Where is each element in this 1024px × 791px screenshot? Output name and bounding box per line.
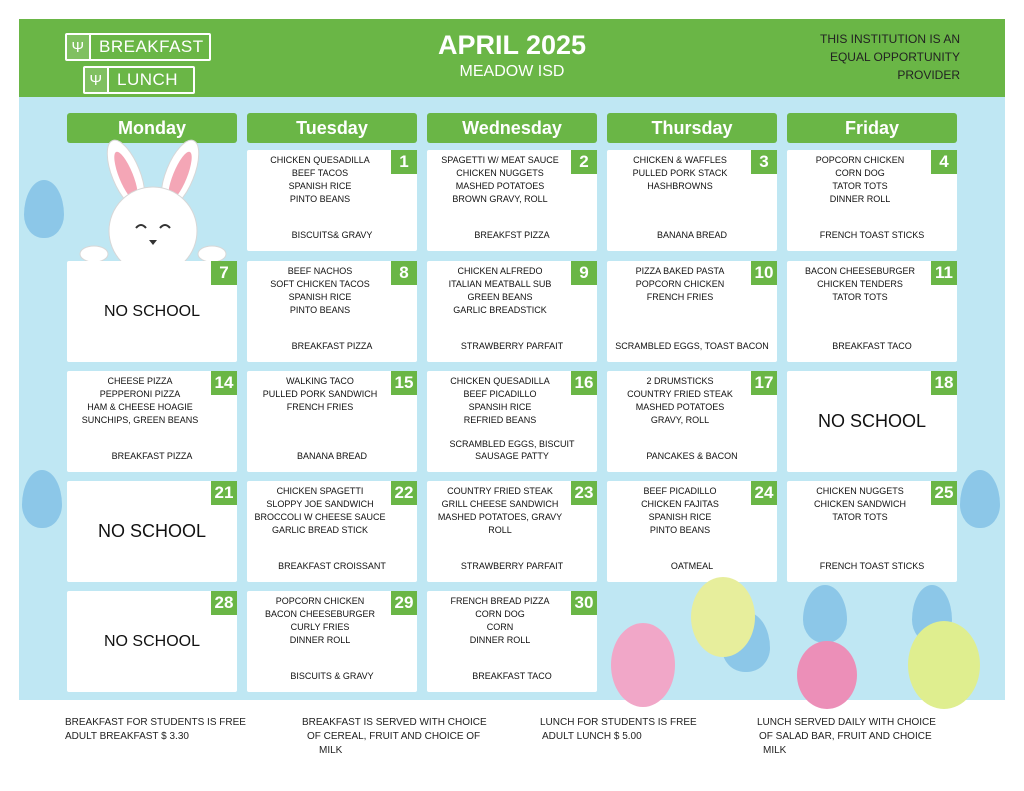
footer-line: LUNCH FOR STUDENTS IS FREE (540, 717, 697, 728)
no-school-label: NO SCHOOL (103, 302, 200, 320)
lunch-item: WALKING TACO (286, 376, 354, 386)
lunch-menu (433, 375, 567, 427)
day-number: 16 (571, 371, 597, 395)
footer-line: LUNCH SERVED DAILY WITH CHOICE (757, 717, 936, 728)
day-number: 1 (391, 150, 417, 174)
lunch-item: CHICKEN FAJITAS (641, 499, 719, 509)
eop-line: EQUAL OPPORTUNITY (829, 50, 960, 64)
breakfast-item: BREAKFAST PIZZA (291, 341, 373, 351)
equal-opportunity-statement (790, 30, 960, 84)
day-number: 18 (931, 371, 957, 395)
breakfast-item: BISCUITS & GRAVY (290, 671, 374, 681)
lunch-menu (253, 265, 387, 317)
lunch-item: POPCORN CHICKEN (815, 155, 905, 165)
page-title: APRIL 2025 (437, 30, 587, 60)
lunch-item: BEEF TACOS (291, 168, 349, 178)
lunch-item: CHICKEN QUESADILLA (450, 376, 550, 386)
lunch-menu (433, 154, 567, 206)
lunch-item: POPCORN CHICKEN (635, 279, 725, 289)
lunch-item: PULLED PORK SANDWICH (262, 389, 378, 399)
calendar-day-cell (67, 261, 237, 362)
day-number: 28 (211, 591, 237, 615)
day-number: 9 (571, 261, 597, 285)
lunch-menu (253, 154, 387, 206)
lunch-item: CORN DOG (835, 168, 885, 178)
breakfast-item: OATMEAL (670, 561, 714, 571)
lunch-menu (613, 375, 747, 427)
breakfast-item: BREAKFAST PIZZA (111, 451, 193, 461)
lunch-item: CHICKEN QUESADILLA (270, 155, 370, 165)
fork-icon: Ψ (67, 35, 91, 59)
no-school-label: NO SCHOOL (97, 521, 207, 541)
lunch-menu (253, 375, 387, 414)
breakfast-item: STRAWBERRY PARFAIT (460, 341, 564, 351)
lunch-item: HAM & CHEESE HOAGIE (87, 402, 193, 412)
day-number: 2 (571, 150, 597, 174)
logo-lunch (83, 66, 195, 94)
footer-line: OF CEREAL, FRUIT AND CHOICE OF (307, 731, 481, 742)
lunch-item: PINTO BEANS (649, 525, 711, 535)
day-header-thursday: Thursday (607, 113, 777, 143)
logo-lunch-label: LUNCH (117, 70, 179, 89)
calendar-day-cell (247, 591, 417, 692)
footer-note-2 (302, 716, 487, 758)
lunch-item: FRENCH FRIES (286, 402, 354, 412)
calendar-day-cell (787, 150, 957, 251)
calendar-day-cell (427, 371, 597, 472)
district-name: MEADOW ISD (459, 63, 565, 80)
breakfast-item: SCRAMBLED EGGS, BISCUIT SAUSAGE PATTY (449, 439, 575, 461)
day-number: 25 (931, 481, 957, 505)
lunch-item: SPANSIH RICE (468, 402, 532, 412)
calendar-day-cell (67, 591, 237, 692)
lunch-item: COUNTRY FRIED STEAK (627, 389, 733, 399)
lunch-item: PINTO BEANS (289, 305, 351, 315)
day-number: 11 (931, 261, 957, 285)
lunch-item: PEPPERONI PIZZA (99, 389, 181, 399)
footer-note-3 (540, 716, 697, 744)
lunch-item: SUNCHIPS, GREEN BEANS (81, 415, 199, 425)
lunch-menu (793, 485, 927, 524)
footer-line: MILK (763, 745, 787, 756)
lunch-item: COUNTRY FRIED STEAK (447, 486, 553, 496)
calendar-day-cell (427, 481, 597, 582)
eop-line: THIS INSTITUTION IS AN (819, 32, 960, 46)
calendar-day-cell (607, 371, 777, 472)
lunch-item: BACON CHEESEBURGER (264, 609, 376, 619)
day-number: 23 (571, 481, 597, 505)
lunch-item: BROWN GRAVY, ROLL (452, 194, 548, 204)
lunch-item: CORN DOG (475, 609, 525, 619)
day-number: 3 (751, 150, 777, 174)
lunch-item: BACON CHEESEBURGER (804, 266, 916, 276)
lunch-item: DINNER ROLL (469, 635, 531, 645)
breakfast-item: BREAKFST PIZZA (474, 230, 550, 240)
lunch-item: PINTO BEANS (289, 194, 351, 204)
lunch-item: SLOPPY JOE SANDWICH (266, 499, 374, 509)
breakfast-item: BANANA BREAD (296, 451, 368, 461)
breakfast-item: PANCAKES & BACON (646, 451, 738, 461)
calendar-day-cell (787, 261, 957, 362)
footer-line: BREAKFAST IS SERVED WITH CHOICE (302, 717, 487, 728)
lunch-menu (613, 154, 747, 193)
lunch-item: CORN (486, 622, 514, 632)
lunch-item: MASHED POTATOES, GRAVY (437, 512, 563, 522)
lunch-item: POPCORN CHICKEN (275, 596, 365, 606)
lunch-item: SOFT CHICKEN TACOS (270, 279, 370, 289)
no-school-label: NO SCHOOL (103, 632, 200, 650)
day-number: 24 (751, 481, 777, 505)
lunch-item: PIZZA BAKED PASTA (635, 266, 725, 276)
day-number: 15 (391, 371, 417, 395)
calendar-day-cell (607, 261, 777, 362)
lunch-item: CHICKEN TENDERS (817, 279, 903, 289)
breakfast-item: BANANA BREAD (656, 230, 728, 240)
lunch-item: CHICKEN & WAFFLES (633, 155, 727, 165)
breakfast-item: BISCUITS& GRAVY (291, 230, 373, 240)
footer-line: ADULT BREAKFAST $ 3.30 (65, 731, 189, 742)
lunch-item: BEEF PICADILLO (643, 486, 717, 496)
footer-note-4 (757, 716, 936, 758)
breakfast-item: SCRAMBLED EGGS, TOAST BACON (615, 341, 769, 351)
calendar-day-cell (607, 150, 777, 251)
lunch-item: GARLIC BREAD STICK (271, 525, 369, 535)
lunch-item: FRENCH BREAD PIZZA (450, 596, 550, 606)
lunch-item: CHICKEN NUGGETS (456, 168, 544, 178)
lunch-item: CHICKEN SPAGETTI (276, 486, 364, 496)
calendar-day-cell (67, 481, 237, 582)
footer-line: ADULT LUNCH $ 5.00 (542, 731, 642, 742)
calendar-day-cell (427, 261, 597, 362)
lunch-item: GREEN BEANS (467, 292, 533, 302)
lunch-item: TATOR TOTS (832, 292, 888, 302)
no-school-label: NO SCHOOL (817, 411, 927, 431)
lunch-item: BEEF NACHOS (287, 266, 353, 276)
lunch-item: PULLED PORK STACK (632, 168, 728, 178)
footer-note-1 (65, 716, 246, 744)
lunch-menu (73, 375, 207, 427)
lunch-menu (793, 154, 927, 206)
lunch-item: SPANISH RICE (288, 292, 352, 302)
lunch-item: HASHBROWNS (647, 181, 713, 191)
breakfast-item: BREAKFAST TACO (832, 341, 912, 351)
lunch-menu (793, 265, 927, 304)
lunch-item: MASHED POTATOES (455, 181, 545, 191)
lunch-menu (433, 485, 567, 537)
lunch-item: CHICKEN ALFREDO (457, 266, 543, 276)
footer-line: MILK (319, 745, 343, 756)
day-number: 14 (211, 371, 237, 395)
lunch-item: SPAGETTI W/ MEAT SAUCE (441, 155, 559, 165)
day-header-tuesday: Tuesday (247, 113, 417, 143)
day-number: 7 (211, 261, 237, 285)
lunch-menu (613, 265, 747, 304)
day-number: 21 (211, 481, 237, 505)
lunch-item: GRAVY, ROLL (650, 415, 710, 425)
calendar-day-cell (607, 481, 777, 582)
lunch-menu (253, 595, 387, 647)
calendar-day-cell (67, 371, 237, 472)
lunch-item: BROCCOLI W CHEESE SAUCE (254, 512, 386, 522)
lunch-item: CHEESE PIZZA (107, 376, 173, 386)
calendar-day-cell (247, 261, 417, 362)
lunch-item: GRILL CHEESE SANDWICH (441, 499, 559, 509)
lunch-item: MASHED POTATOES (635, 402, 725, 412)
lunch-item: SPANISH RICE (648, 512, 712, 522)
lunch-item: FRENCH FRIES (646, 292, 714, 302)
day-number: 4 (931, 150, 957, 174)
breakfast-item: BREAKFAST TACO (472, 671, 552, 681)
calendar-day-cell (427, 591, 597, 692)
lunch-menu (253, 485, 387, 537)
lunch-item: DINNER ROLL (829, 194, 891, 204)
breakfast-item: BREAKFAST CROISSANT (278, 561, 386, 571)
calendar-day-cell (787, 481, 957, 582)
breakfast-item: FRENCH TOAST STICKS (819, 561, 925, 571)
day-number: 22 (391, 481, 417, 505)
lunch-item: GARLIC BREADSTICK (453, 305, 547, 315)
day-number: 10 (751, 261, 777, 285)
lunch-item: SPANISH RICE (288, 181, 352, 191)
day-number: 30 (571, 591, 597, 615)
logo-breakfast (65, 33, 211, 61)
easter-eggs-illustration (605, 575, 990, 710)
breakfast-item: STRAWBERRY PARFAIT (460, 561, 564, 571)
day-number: 17 (751, 371, 777, 395)
lunch-item: REFRIED BEANS (463, 415, 537, 425)
logo-breakfast-label: BREAKFAST (99, 37, 204, 56)
lunch-item: 2 DRUMSTICKS (646, 376, 714, 386)
lunch-item: BEEF PICADILLO (463, 389, 537, 399)
day-number: 8 (391, 261, 417, 285)
calendar-day-cell (247, 481, 417, 582)
calendar-day-cell (787, 371, 957, 472)
bunny-illustration (78, 136, 228, 266)
lunch-item: DINNER ROLL (289, 635, 351, 645)
footer-line: BREAKFAST FOR STUDENTS IS FREE (65, 717, 246, 728)
lunch-menu (433, 265, 567, 317)
lunch-item: ITALIAN MEATBALL SUB (448, 279, 552, 289)
lunch-menu (613, 485, 747, 537)
lunch-menu (433, 595, 567, 647)
day-header-wednesday: Wednesday (427, 113, 597, 143)
calendar-day-cell (427, 150, 597, 251)
day-number: 29 (391, 591, 417, 615)
footer-line: OF SALAD BAR, FRUIT AND CHOICE (759, 731, 932, 742)
day-header-monday: Monday (67, 113, 237, 143)
lunch-item: CHICKEN NUGGETS (816, 486, 904, 496)
lunch-item: ROLL (488, 525, 512, 535)
calendar-day-cell (247, 150, 417, 251)
breakfast-item: FRENCH TOAST STICKS (819, 230, 925, 240)
lunch-item: CHICKEN SANDWICH (813, 499, 906, 509)
day-header-friday: Friday (787, 113, 957, 143)
fork-icon: Ψ (85, 68, 109, 92)
lunch-item: TATOR TOTS (832, 512, 888, 522)
eop-line: PROVIDER (897, 68, 960, 82)
lunch-item: TATOR TOTS (832, 181, 888, 191)
lunch-item: CURLY FRIES (290, 622, 350, 632)
calendar-day-cell (247, 371, 417, 472)
